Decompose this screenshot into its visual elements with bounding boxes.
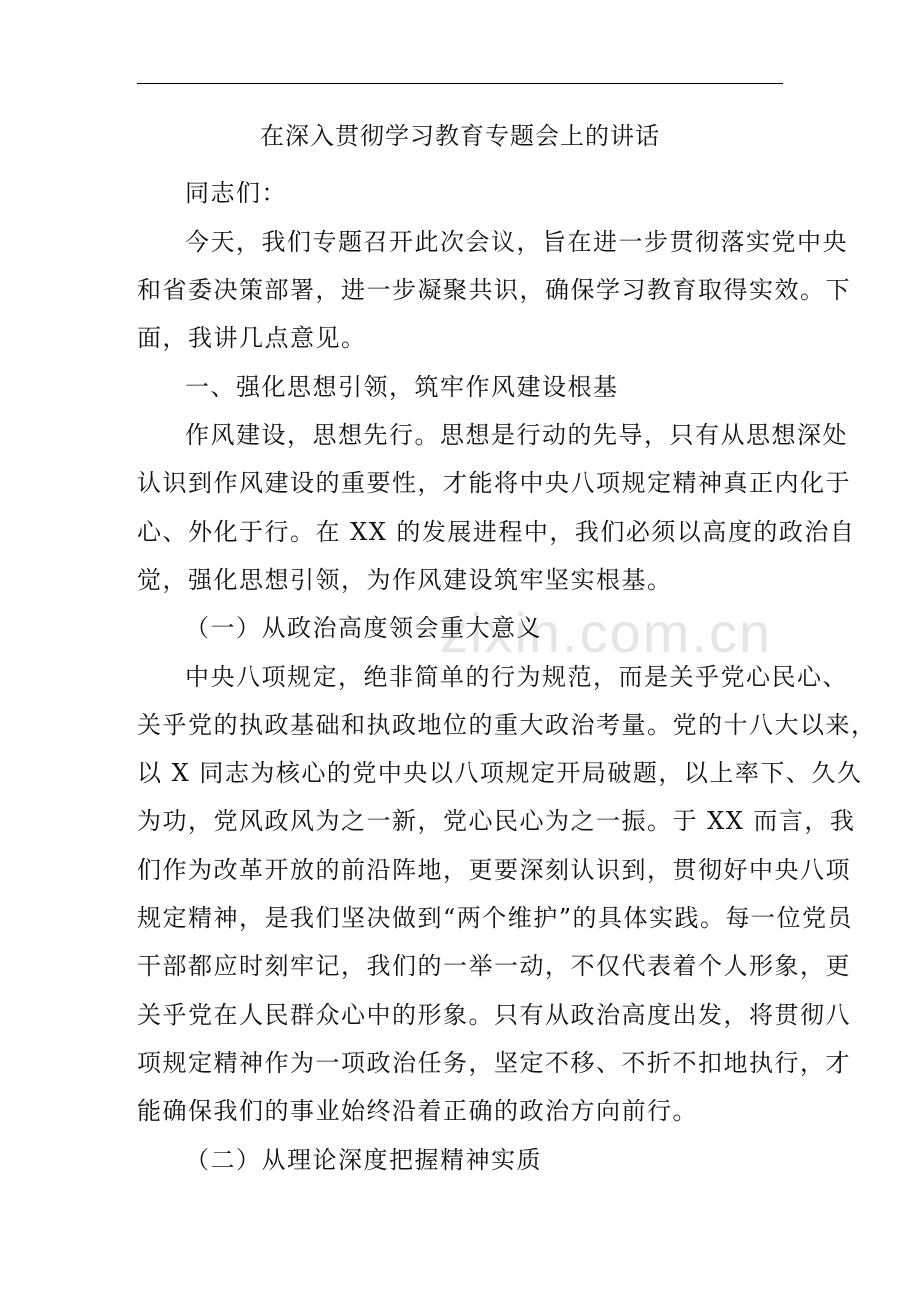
paragraph-line: 项规定精神作为一项政治任务，坚定不移、不折不扣地执行，才	[137, 1049, 851, 1077]
paragraph-line: 作风建设，思想先行。思想是行动的先导，只有从思想深处	[185, 421, 848, 449]
watermark: zixin.com.cn	[440, 601, 773, 664]
paragraph-line: 和省委决策部署，进一步凝聚共识，确保学习教育取得实效。下	[137, 276, 851, 304]
paragraph-line: 为功，党风政风为之一新，党心民心为之一振。于 XX 而言，我	[137, 807, 856, 835]
paragraph-line: 以 X 同志为核心的党中央以八项规定开局破题，以上率下、久久	[137, 759, 863, 787]
subsection-heading: （二）从理论深度把握精神实质	[185, 1146, 542, 1174]
paragraph-line: 关乎党在人民群众心中的形象。只有从政治高度出发，将贯彻八	[137, 1001, 851, 1029]
paragraph-line: 面，我讲几点意见。	[137, 324, 367, 352]
header-rule	[137, 83, 783, 84]
section-heading: 一、强化思想引领，筑牢作风建设根基	[185, 373, 619, 401]
subsection-heading: （一）从政治高度领会重大意义	[185, 614, 542, 642]
paragraph-line: 能确保我们的事业始终沿着正确的政治方向前行。	[137, 1097, 698, 1125]
paragraph-line: 觉，强化思想引领，为作风建设筑牢坚实根基。	[137, 566, 673, 594]
salutation: 同志们：	[185, 179, 287, 207]
paragraph-line: 干部都应时刻牢记，我们的一举一动，不仅代表着个人形象，更	[137, 952, 851, 980]
paragraph-line: 规定精神，是我们坚决做到“两个维护”的具体实践。每一位党员	[137, 904, 854, 932]
paragraph-line: 认识到作风建设的重要性，才能将中央八项规定精神真正内化于	[137, 469, 851, 497]
paragraph-line: 今天，我们专题召开此次会议，旨在进一步贯彻落实党中央	[185, 228, 848, 256]
document-title: 在深入贯彻学习教育专题会上的讲话	[260, 122, 660, 150]
paragraph-line: 中央八项规定，绝非简单的行为规范，而是关乎党心民心、	[185, 663, 848, 691]
paragraph-line: 关乎党的执政基础和执政地位的重大政治考量。党的十八大以来，	[137, 711, 877, 739]
paragraph-line: 心、外化于行。在 XX 的发展进程中，我们必须以高度的政治自	[137, 518, 856, 546]
paragraph-line: 们作为改革开放的前沿阵地，更要深刻认识到，贯彻好中央八项	[137, 856, 851, 884]
